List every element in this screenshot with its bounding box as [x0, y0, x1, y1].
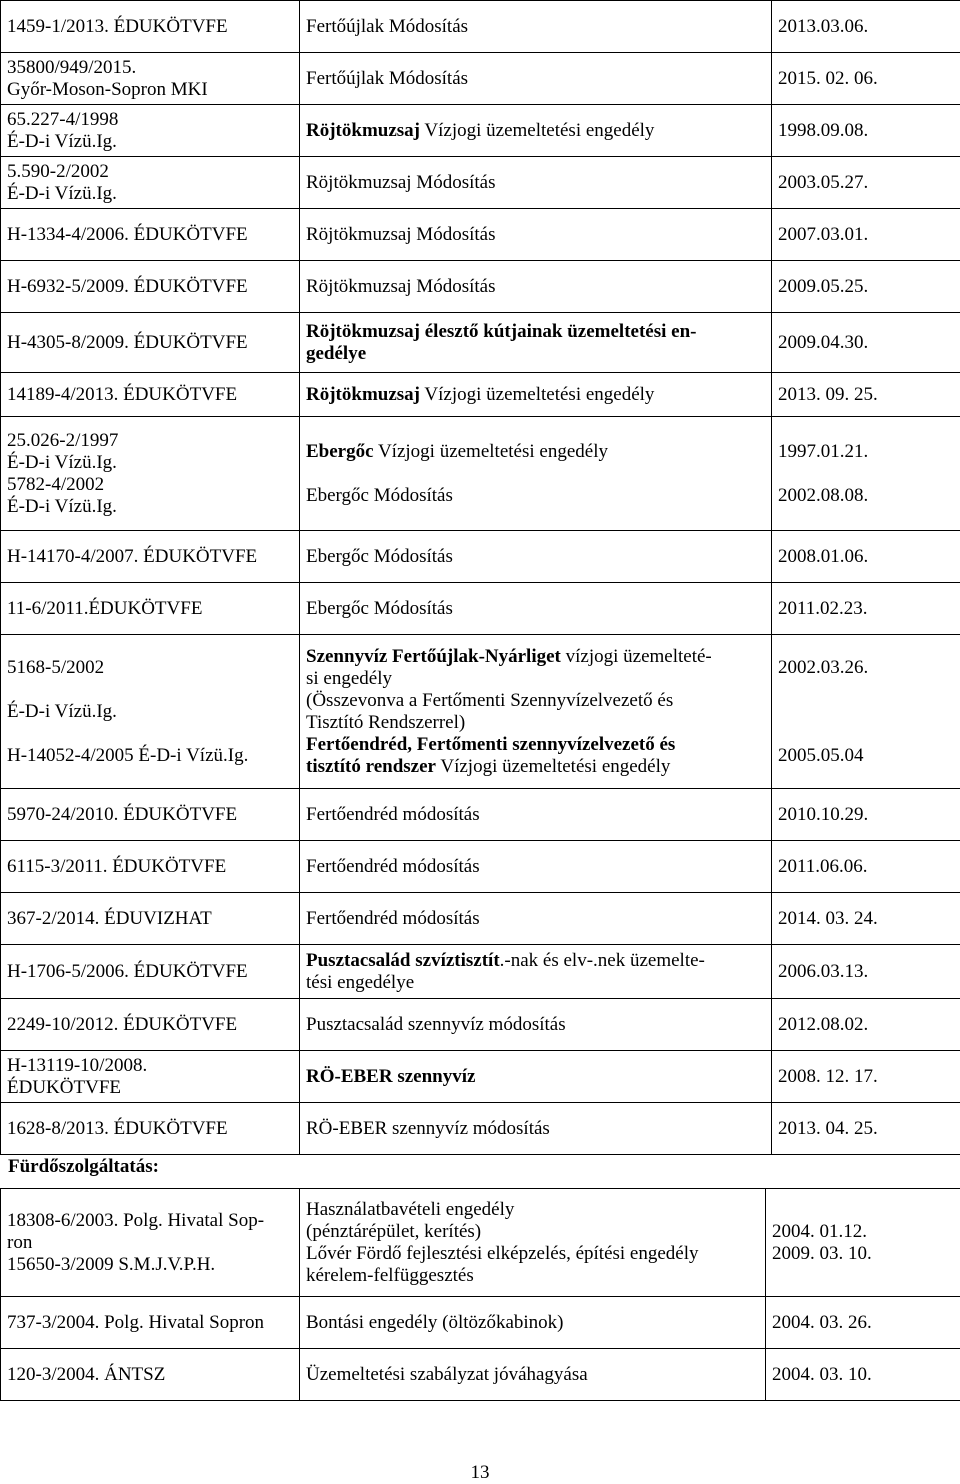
table-row: [1, 157, 960, 209]
subject-cell: [300, 789, 772, 841]
subject-line: [306, 598, 765, 620]
table-row: [1, 373, 960, 417]
reference-line: Győr-Moson-Sopron MKI: [7, 78, 208, 100]
page-number: 13: [470, 1462, 490, 1483]
reference-line: É-D-i Vízü.Ig.: [7, 495, 117, 517]
bath-services-table: [0, 1188, 960, 1401]
reference-line: 14189-4/2013. ÉDUKÖTVFE: [7, 383, 238, 405]
reference-line: 5782-4/2002: [7, 473, 105, 495]
date-cell: [772, 999, 960, 1051]
subject-cell: [300, 1349, 766, 1401]
reference-line: H-13119-10/2008.: [7, 1054, 148, 1076]
date-line: 2005.05.04: [778, 744, 864, 766]
date-cell: [772, 53, 960, 105]
subject-line: [306, 646, 765, 668]
subject-line: [306, 1221, 759, 1243]
reference-cell: [1, 53, 300, 105]
table-row: [1, 417, 960, 531]
reference-cell: [1, 531, 300, 583]
table-row: [1, 945, 960, 999]
reference-line: 5168-5/2002: [7, 656, 105, 678]
table-row: [1, 261, 960, 313]
table-row: [1, 531, 960, 583]
subject-text: Üzemeltetési szabályzat jóváhagyása: [306, 1363, 588, 1385]
subject-line: [306, 485, 765, 507]
date-line: 2013.03.06.: [778, 15, 869, 37]
date-line: 2004. 03. 10.: [772, 1363, 872, 1385]
date-cell: [772, 261, 960, 313]
subject-cell: [300, 1103, 772, 1155]
table-row: [1, 105, 960, 157]
subject-line: [306, 712, 765, 734]
reference-line: [7, 679, 293, 701]
subject-bold: Röjtökmuzsaj élesztő kútjainak üzemeltetési en-: [306, 320, 697, 342]
subject-line: [306, 546, 765, 568]
subject-line: [306, 1243, 759, 1265]
subject-cell: [300, 105, 772, 157]
table-row: [1, 313, 960, 373]
subject-text: Röjtökmuzsaj Módosítás: [306, 223, 496, 245]
subject-line: [306, 384, 765, 406]
subject-cell: [300, 157, 772, 209]
table-row: [1, 1297, 960, 1349]
date-cell: [772, 635, 960, 789]
subject-text: RÖ-EBER szennyvíz módosítás: [306, 1117, 550, 1139]
table-row: [1, 1189, 960, 1297]
date-cell: [772, 313, 960, 373]
reference-cell: [1, 313, 300, 373]
subject-text: Röjtökmuzsaj Módosítás: [306, 275, 496, 297]
subject-line: [306, 343, 765, 365]
subject-line: [306, 120, 765, 142]
date-cell: [772, 945, 960, 999]
date-line: [778, 679, 954, 701]
date-line: [778, 463, 954, 485]
date-cell: [766, 1349, 960, 1401]
reference-line: É-D-i Vízü.Ig.: [7, 700, 117, 722]
subject-cell: [300, 53, 772, 105]
subject-text: Fertőújlak Módosítás: [306, 15, 469, 37]
reference-line: 11-6/2011.ÉDUKÖTVFE: [7, 597, 203, 619]
reference-line: 2249-10/2012. ÉDUKÖTVFE: [7, 1013, 238, 1035]
subject-line: [306, 1312, 759, 1334]
date-line: 2003.05.27.: [778, 171, 869, 193]
subject-line: [306, 950, 765, 972]
subject-text: Röjtökmuzsaj Módosítás: [306, 171, 496, 193]
date-line: 2011.06.06.: [778, 855, 868, 877]
subject-line: [306, 1118, 765, 1140]
date-cell: [772, 1103, 960, 1155]
subject-line: [306, 276, 765, 298]
subject-text: Lővér Fördő fejlesztési elképzelés, építési engedély: [306, 1242, 699, 1264]
table-row: [1, 1, 960, 53]
subject-bold: Ebergőc: [306, 440, 374, 462]
date-line: 2008. 12. 17.: [778, 1065, 878, 1087]
subject-line: [306, 172, 765, 194]
subject-cell: [300, 583, 772, 635]
date-line: 1997.01.21.: [778, 440, 869, 462]
subject-text: Vízjogi üzemeltetési engedély: [420, 119, 655, 141]
table-row: [1, 1349, 960, 1401]
subject-line: [306, 321, 765, 343]
subject-line: [306, 756, 765, 778]
subject-text: (pénztárépület, kerítés): [306, 1220, 482, 1242]
subject-text: Pusztacsalád szennyvíz módosítás: [306, 1013, 566, 1035]
reference-cell: [1, 789, 300, 841]
subject-cell: [300, 893, 772, 945]
reference-line: H-14170-4/2007. ÉDUKÖTVFE: [7, 545, 258, 567]
date-cell: [766, 1297, 960, 1349]
reference-line: 367-2/2014. ÉDUVIZHAT: [7, 907, 212, 929]
table-row: [1, 893, 960, 945]
reference-line: 15650-3/2009 S.M.J.V.P.H.: [7, 1253, 216, 1275]
subject-cell: [300, 999, 772, 1051]
reference-line: É-D-i Vízü.Ig.: [7, 130, 117, 152]
subject-text: tési engedélye: [306, 971, 415, 993]
reference-line: 25.026-2/1997: [7, 429, 119, 451]
reference-line: H-6932-5/2009. ÉDUKÖTVFE: [7, 275, 248, 297]
subject-cell: [300, 1051, 772, 1103]
reference-line: H-14052-4/2005 É-D-i Vízü.Ig.: [7, 744, 249, 766]
table-row: [1, 583, 960, 635]
date-cell: [772, 789, 960, 841]
reference-line: 737-3/2004. Polg. Hivatal Sopron: [7, 1311, 265, 1333]
subject-bold: tisztító rendszer: [306, 755, 436, 777]
subject-cell: [300, 635, 772, 789]
date-line: 2012.08.02.: [778, 1013, 869, 1035]
subject-bold: Röjtökmuzsaj: [306, 383, 420, 405]
date-line: 2010.10.29.: [778, 803, 869, 825]
reference-cell: [1, 105, 300, 157]
date-line: 2002.08.08.: [778, 484, 869, 506]
date-line: 2002.03.26.: [778, 656, 869, 678]
reference-line: ron: [7, 1231, 33, 1253]
subject-line: [306, 1265, 759, 1287]
subject-text: kérelem-felfüggesztés: [306, 1264, 474, 1286]
reference-line: H-4305-8/2009. ÉDUKÖTVFE: [7, 331, 248, 353]
subject-cell: [300, 261, 772, 313]
date-line: 2006.03.13.: [778, 960, 869, 982]
subject-line: [306, 224, 765, 246]
subject-text: Fertőendréd módosítás: [306, 803, 480, 825]
date-cell: [766, 1189, 960, 1297]
reference-line: 65.227-4/1998: [7, 108, 119, 130]
subject-text: Vízjogi üzemeltetési engedély: [373, 440, 608, 462]
date-line: 2009. 03. 10.: [772, 1242, 872, 1264]
date-cell: [772, 583, 960, 635]
subject-line: [306, 1066, 765, 1088]
date-line: 2013. 09. 25.: [778, 383, 878, 405]
reference-line: 120-3/2004. ÁNTSZ: [7, 1363, 166, 1385]
table-row: [1, 209, 960, 261]
table-row: [1, 635, 960, 789]
reference-line: 6115-3/2011. ÉDUKÖTVFE: [7, 855, 227, 877]
reference-cell: [1, 583, 300, 635]
subject-cell: [300, 373, 772, 417]
subject-text: (Összevonva a Fertőmenti Szennyvízelvezető és: [306, 689, 674, 711]
subject-text: vízjogi üzemelteté-: [560, 645, 712, 667]
subject-text: Vízjogi üzemeltetési engedély: [420, 383, 655, 405]
subject-line: [306, 1199, 759, 1221]
date-line: 2009.04.30.: [778, 331, 869, 353]
subject-line: [306, 441, 765, 463]
date-line: 2011.02.23.: [778, 597, 868, 619]
date-line: 2015. 02. 06.: [778, 67, 878, 89]
reference-cell: [1, 841, 300, 893]
subject-line: [306, 668, 765, 690]
subject-text: Ebergőc Módosítás: [306, 484, 453, 506]
reference-cell: [1, 1051, 300, 1103]
subject-bold: Pusztacsalád szvíztisztít: [306, 949, 500, 971]
table-row: [1, 1051, 960, 1103]
subject-cell: [300, 1189, 766, 1297]
reference-line: É-D-i Vízü.Ig.: [7, 451, 117, 473]
subject-cell: [300, 841, 772, 893]
subject-line: [306, 734, 765, 756]
subject-cell: [300, 945, 772, 999]
reference-line: 5.590-2/2002: [7, 160, 109, 182]
date-cell: [772, 1051, 960, 1103]
reference-cell: [1, 157, 300, 209]
subject-cell: [300, 1, 772, 53]
date-cell: [772, 417, 960, 531]
date-line: 1998.09.08.: [778, 119, 869, 141]
subject-line: [306, 463, 765, 485]
date-cell: [772, 373, 960, 417]
subject-bold: Röjtökmuzsaj: [306, 119, 420, 141]
subject-cell: [300, 531, 772, 583]
subject-text: Bontási engedély (öltözőkabinok): [306, 1311, 564, 1333]
subject-text: Tisztító Rendszerrel): [306, 711, 466, 733]
date-line: [778, 701, 954, 723]
date-line: 2008.01.06.: [778, 545, 869, 567]
subject-text: Ebergőc Módosítás: [306, 545, 453, 567]
date-line: 2004. 01.12.: [772, 1220, 867, 1242]
subject-text: .-nak és elv-.nek üzemelte-: [499, 949, 705, 971]
subject-text: si engedély: [306, 667, 393, 689]
reference-line: 5970-24/2010. ÉDUKÖTVFE: [7, 803, 238, 825]
subject-text: Vízjogi üzemeltetési engedély: [435, 755, 671, 777]
reference-cell: [1, 1, 300, 53]
date-cell: [772, 105, 960, 157]
date-line: 2009.05.25.: [778, 275, 869, 297]
reference-line: 18308-6/2003. Polg. Hivatal Sop-: [7, 1209, 265, 1231]
subject-cell: [300, 417, 772, 531]
table-row: [1, 53, 960, 105]
subject-bold: Fertőendréd, Fertőmenti szennyvízelvezető és: [306, 733, 676, 755]
subject-text: Fertőújlak Módosítás: [306, 67, 469, 89]
subject-line: [306, 16, 765, 38]
subject-line: [306, 804, 765, 826]
subject-cell: [300, 1297, 766, 1349]
reference-cell: [1, 1297, 300, 1349]
date-line: 2007.03.01.: [778, 223, 869, 245]
reference-cell: [1, 209, 300, 261]
subject-line: [306, 1364, 759, 1386]
table-row: [1, 1103, 960, 1155]
section-heading: Fürdőszolgáltatás:: [8, 1156, 159, 1177]
subject-line: [306, 972, 765, 994]
reference-cell: [1, 261, 300, 313]
date-cell: [772, 531, 960, 583]
subject-bold: RÖ-EBER szennyvíz: [306, 1065, 476, 1087]
subject-cell: [300, 313, 772, 373]
date-line: 2004. 03. 26.: [772, 1311, 872, 1333]
reference-cell: [1, 945, 300, 999]
table-row: [1, 999, 960, 1051]
reference-cell: [1, 1103, 300, 1155]
table-row: [1, 841, 960, 893]
subject-line: [306, 68, 765, 90]
subject-text: Fertőendréd módosítás: [306, 907, 480, 929]
subject-line: [306, 908, 765, 930]
date-cell: [772, 1, 960, 53]
date-cell: [772, 209, 960, 261]
reference-line: ÉDUKÖTVFE: [7, 1076, 121, 1098]
reference-line: 1628-8/2013. ÉDUKÖTVFE: [7, 1117, 228, 1139]
subject-line: [306, 690, 765, 712]
subject-text: Ebergőc Módosítás: [306, 597, 453, 619]
date-line: 2014. 03. 24.: [778, 907, 878, 929]
reference-cell: [1, 417, 300, 531]
subject-line: [306, 1014, 765, 1036]
reference-cell: [1, 1349, 300, 1401]
reference-cell: [1, 373, 300, 417]
reference-line: H-1334-4/2006. ÉDUKÖTVFE: [7, 223, 248, 245]
date-line: 2013. 04. 25.: [778, 1117, 878, 1139]
reference-cell: [1, 999, 300, 1051]
reference-cell: [1, 893, 300, 945]
reference-line: 1459-1/2013. ÉDUKÖTVFE: [7, 15, 228, 37]
subject-line: [306, 856, 765, 878]
reference-line: É-D-i Vízü.Ig.: [7, 182, 117, 204]
date-cell: [772, 841, 960, 893]
table-row: [1, 789, 960, 841]
subject-cell: [300, 209, 772, 261]
subject-text: Használatbavételi engedély: [306, 1198, 515, 1220]
reference-line: 35800/949/2015.: [7, 56, 137, 78]
reference-line: H-1706-5/2006. ÉDUKÖTVFE: [7, 960, 248, 982]
reference-line: [7, 723, 293, 745]
date-cell: [772, 157, 960, 209]
date-cell: [772, 893, 960, 945]
reference-cell: [1, 1189, 300, 1297]
reference-cell: [1, 635, 300, 789]
subject-bold: Szennyvíz Fertőújlak-Nyárliget: [306, 645, 561, 667]
subject-bold: gedélye: [306, 342, 367, 364]
subject-text: Fertőendréd módosítás: [306, 855, 480, 877]
date-line: [778, 723, 954, 745]
